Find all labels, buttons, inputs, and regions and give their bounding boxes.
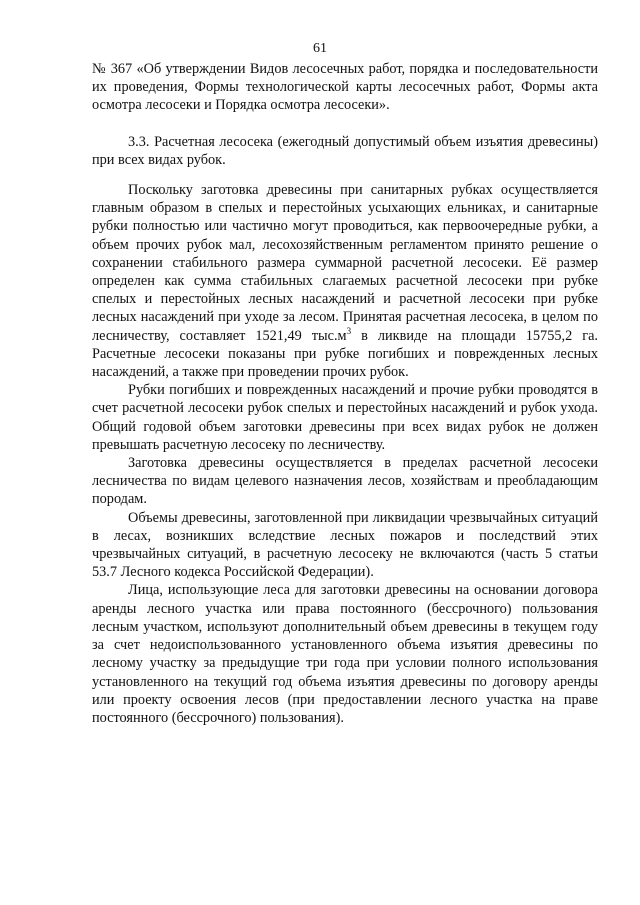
paragraph-order-reference: № 367 «Об утверждении Видов лесосечных работ, порядка и последовательности их проведения, Формы технологической карты лесосечных работ, Формы акта осмотра лесосеки и Порядка осмотра лесосеки». (92, 61, 598, 114)
paragraph-allowable-cut (92, 181, 598, 381)
paragraph-additional-volume: Лица, использующие леса для заготовки древесины на основании договора аренды лесного участка или права постоянного (бессрочного) пользования лесным участком, используют дополнительный объем древесины в текущем году за счет недоиспользованного установленного объема изъятия древесины по лесному участку за предыдущие три года при условии полного использования установленного на текущий год объема изъятия древесины по договору аренды или проекту освоения лесов (при предоставлении лесного участка на праве постоянного (бессрочного) пользования). (92, 582, 598, 726)
cubic-superscript: 3 (346, 325, 352, 336)
paragraph-emergency-volumes: Объемы древесины, заготовленной при ликвидации чрезвычайных ситуаций в лесах, возникших вследствие лесных пожаров и последствий этих чрезвычайных ситуаций, в расчетную лесосеку не включаются (часть 5 статьи 53.7 Лесного кодекса Российской Федерации). (92, 509, 598, 581)
document-body (92, 60, 598, 727)
paragraph-allowable-cut-text-after: в ликвиде на площади 15755,2 га. Расчетные лесосеки показаны при рубке погибших и поврежденных лесных насаждений, а также при проведении прочих рубок. (92, 327, 598, 381)
paragraph-allowable-cut-text-before: Поскольку заготовка древесины при санитарных рубках осуществляется главным образом в спелых и перестойных усыхающих ельниках, и санитарные рубки полностью или частично могут проводиться, как первоочередные рубки, а объем прочих рубок мал, лесохозяйственным регламентом принято решение о сохранении стабильного размера суммарной расчетной лесосеки. Её размер определен как сумма стабильных слагаемых расчетной лесосеки при рубке спелых и перестойных лесных насаждений и расчетной лесосеки при рубке лесных насаждений при уходе за лесом. Принятая расчетная лесосека, в целом по лесничеству, составляет 1521,49 тыс.м (92, 182, 598, 344)
section-heading-3-3: 3.3. Расчетная лесосека (ежегодный допустимый объем изъятия древесины) при всех видах рубок. (92, 133, 598, 168)
paragraph-damaged-stands: Рубки погибших и поврежденных насаждений и прочие рубки проводятся в счет расчетной лесосеки рубок спелых и перестойных насаждений и рубок ухода. Общий годовой объем заготовки древесины при всех видах рубок не должен превышать расчетную лесосеку по лесничеству. (92, 382, 598, 453)
page-number: 61 (313, 41, 327, 56)
paragraph-harvest-limits: Заготовка древесины осуществляется в пределах расчетной лесосеки лесничества по видам целевого назначения лесов, хозяйствам и преобладающим породам. (92, 455, 598, 508)
